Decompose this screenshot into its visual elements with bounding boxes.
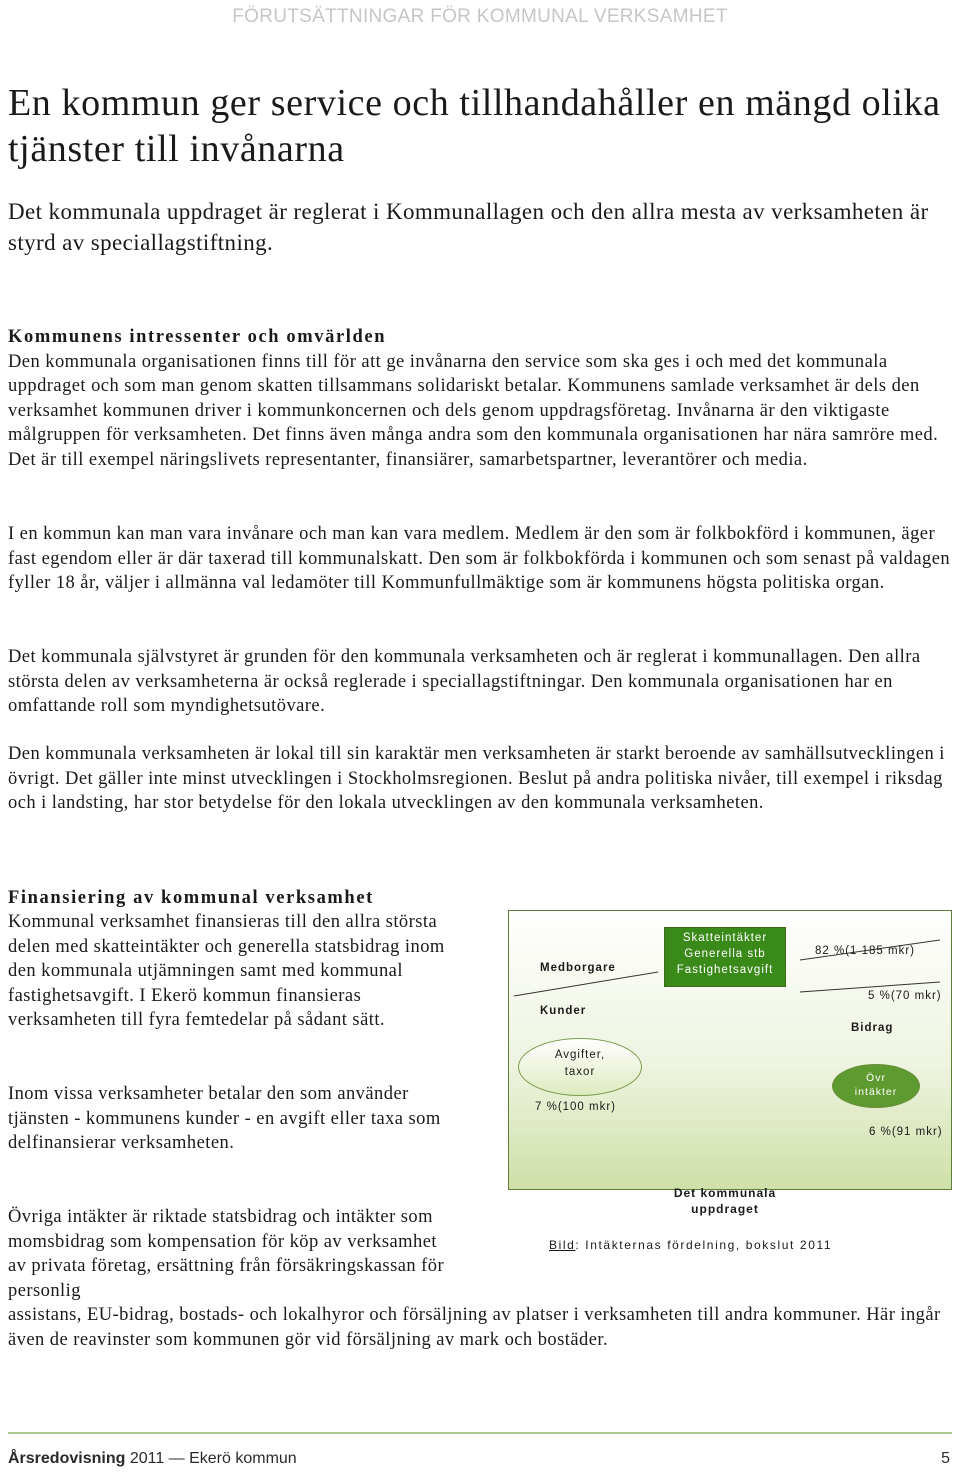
caption-text: : Intäkternas fördelning, bokslut 2011 — [575, 1238, 833, 1252]
section-heading: Kommunens intressenter och omvärlden — [8, 327, 387, 347]
page-number: 5 — [941, 1450, 950, 1467]
ovriga-intakter-ellipse — [832, 1064, 920, 1108]
diagram-caption — [549, 1238, 832, 1252]
skatt-line1: Skatteintäkter — [682, 932, 768, 944]
caption-label: Bild — [549, 1238, 576, 1252]
kommunala-uppdraget-box — [662, 1175, 788, 1225]
uppdrag-line1: Det kommunala — [673, 1186, 777, 1200]
uppdrag-line2: uppdraget — [691, 1202, 759, 1216]
bidrag-pct: 5 %(70 mkr) — [868, 990, 942, 1002]
footer — [8, 1450, 297, 1468]
skatt-line3: Fastighetsavgift — [676, 964, 774, 976]
ovr-line1: Övr — [866, 1072, 886, 1084]
ingress: Det kommunala uppdraget är reglerat i Kommunallagen och den allra mesta av verksamheten är styrd av speciallagstiftning. — [8, 199, 929, 255]
footer-report: Årsredovisning — [8, 1450, 126, 1467]
skatteintakter-box — [664, 927, 786, 987]
section-intressenter — [8, 325, 953, 472]
footer-rule — [8, 1432, 952, 1434]
avgifter-pct: 7 %(100 mkr) — [535, 1101, 617, 1113]
avgifter-line1: Avgifter, — [554, 1049, 606, 1061]
avgifter-ellipse — [518, 1038, 642, 1096]
ovr-line2: intäkter — [854, 1086, 898, 1098]
label-medborgare: Medborgare — [540, 962, 616, 974]
paragraph: assistans, EU-bidrag, bostads- och lokalhyror och försäljning av platser i verksamheten till andra kommuner. Här ingår även de reavinster som kommunen gör vid försäljning av mark och bostäder. — [8, 1305, 941, 1350]
avgifter-line2: taxor — [564, 1066, 596, 1078]
skatt-line2: Generella stb — [684, 948, 766, 960]
skatt-pct: 82 %(1 185 mkr) — [815, 945, 916, 957]
footer-org: 2011 — Ekerö kommun — [129, 1450, 297, 1467]
page-title: En kommun ger service och tillhandahåller en mängd olika tjänster till invånarna — [8, 82, 941, 170]
paragraph: Den kommunala organisationen finns till för att ge invånarna den service som ska ges i och med det kommunala uppdraget och som man genom skatten tillsammans solidariskt betalar. Kommunens samlade verksamhet är dels den verksamhet kommunen driver i kommunkoncernen och dels genom uppdragsföretag. Invånarna är den viktigaste målgruppen för verksamheten. Det finns även många andra som den kommunala organisationen har nära samröre med. Det är till exempel näringslivets representanter, finansiärer, samarbetspartner, leverantörer och media. — [8, 351, 939, 470]
section-heading: Finansiering av kommunal verksamhet — [8, 888, 374, 908]
paragraph: Övriga intäkter är riktade statsbidrag och intäkter som momsbidrag som kompensation för köp av verksamhet av privata företag, ersättning från försäkringskassan för personlig — [8, 1207, 445, 1301]
label-kunder: Kunder — [540, 1005, 587, 1017]
paragraph: Kommunal verksamhet finansieras till den allra största delen med skatteintäkter och generella statsbidrag inom den kommunala utjämningen samt med kommunal fastighetsavgift. I Ekerö kommun finansieras verksamheten till fyra femtedelar på sådant sätt. — [8, 912, 445, 1030]
paragraph: Den kommunala verksamheten är lokal till sin karaktär men verksamheten är starkt beroende av samhällsutvecklingen i övrigt. Det gäller inte minst utvecklingen i Stockholmsregionen. Beslut på andra politiska nivåer, till exempel i riksdag och i landsting, har stor betydelse för den lokala utvecklingen av den kommunala verksamheten. — [8, 744, 945, 813]
ovr-pct: 6 %(91 mkr) — [869, 1126, 943, 1138]
paragraph: I en kommun kan man vara invånare och man kan vara medlem. Medlem är den som är folkbokförd i kommunen, äger fast egendom eller är där taxerad till kommunalskatt. Den som är folkbokförda i kommunen och som senast på valdagen fyller 18 år, väljer i allmänna val ledamöter till Kommunfullmäktige som är kommunens högsta politiska organ. — [8, 524, 951, 593]
label-bidrag: Bidrag — [851, 1022, 894, 1034]
paragraph: Inom vissa verksamheter betalar den som använder tjänsten - kommunens kunder - en avgift eller taxa som delfinansierar verksamheten. — [8, 1084, 441, 1153]
paragraph: Det kommunala självstyret är grunden för den kommunala verksamheten och är reglerat i kommunallagen. Den allra största delen av verksamheterna är också reglerade i speciallagstiftningar. Den kommunala organisationen har en omfattande roll som myndighetsutövare. — [8, 647, 921, 716]
running-header: FÖRUTSÄTTNINGAR FÖR KOMMUNAL VERKSAMHET — [232, 6, 728, 27]
